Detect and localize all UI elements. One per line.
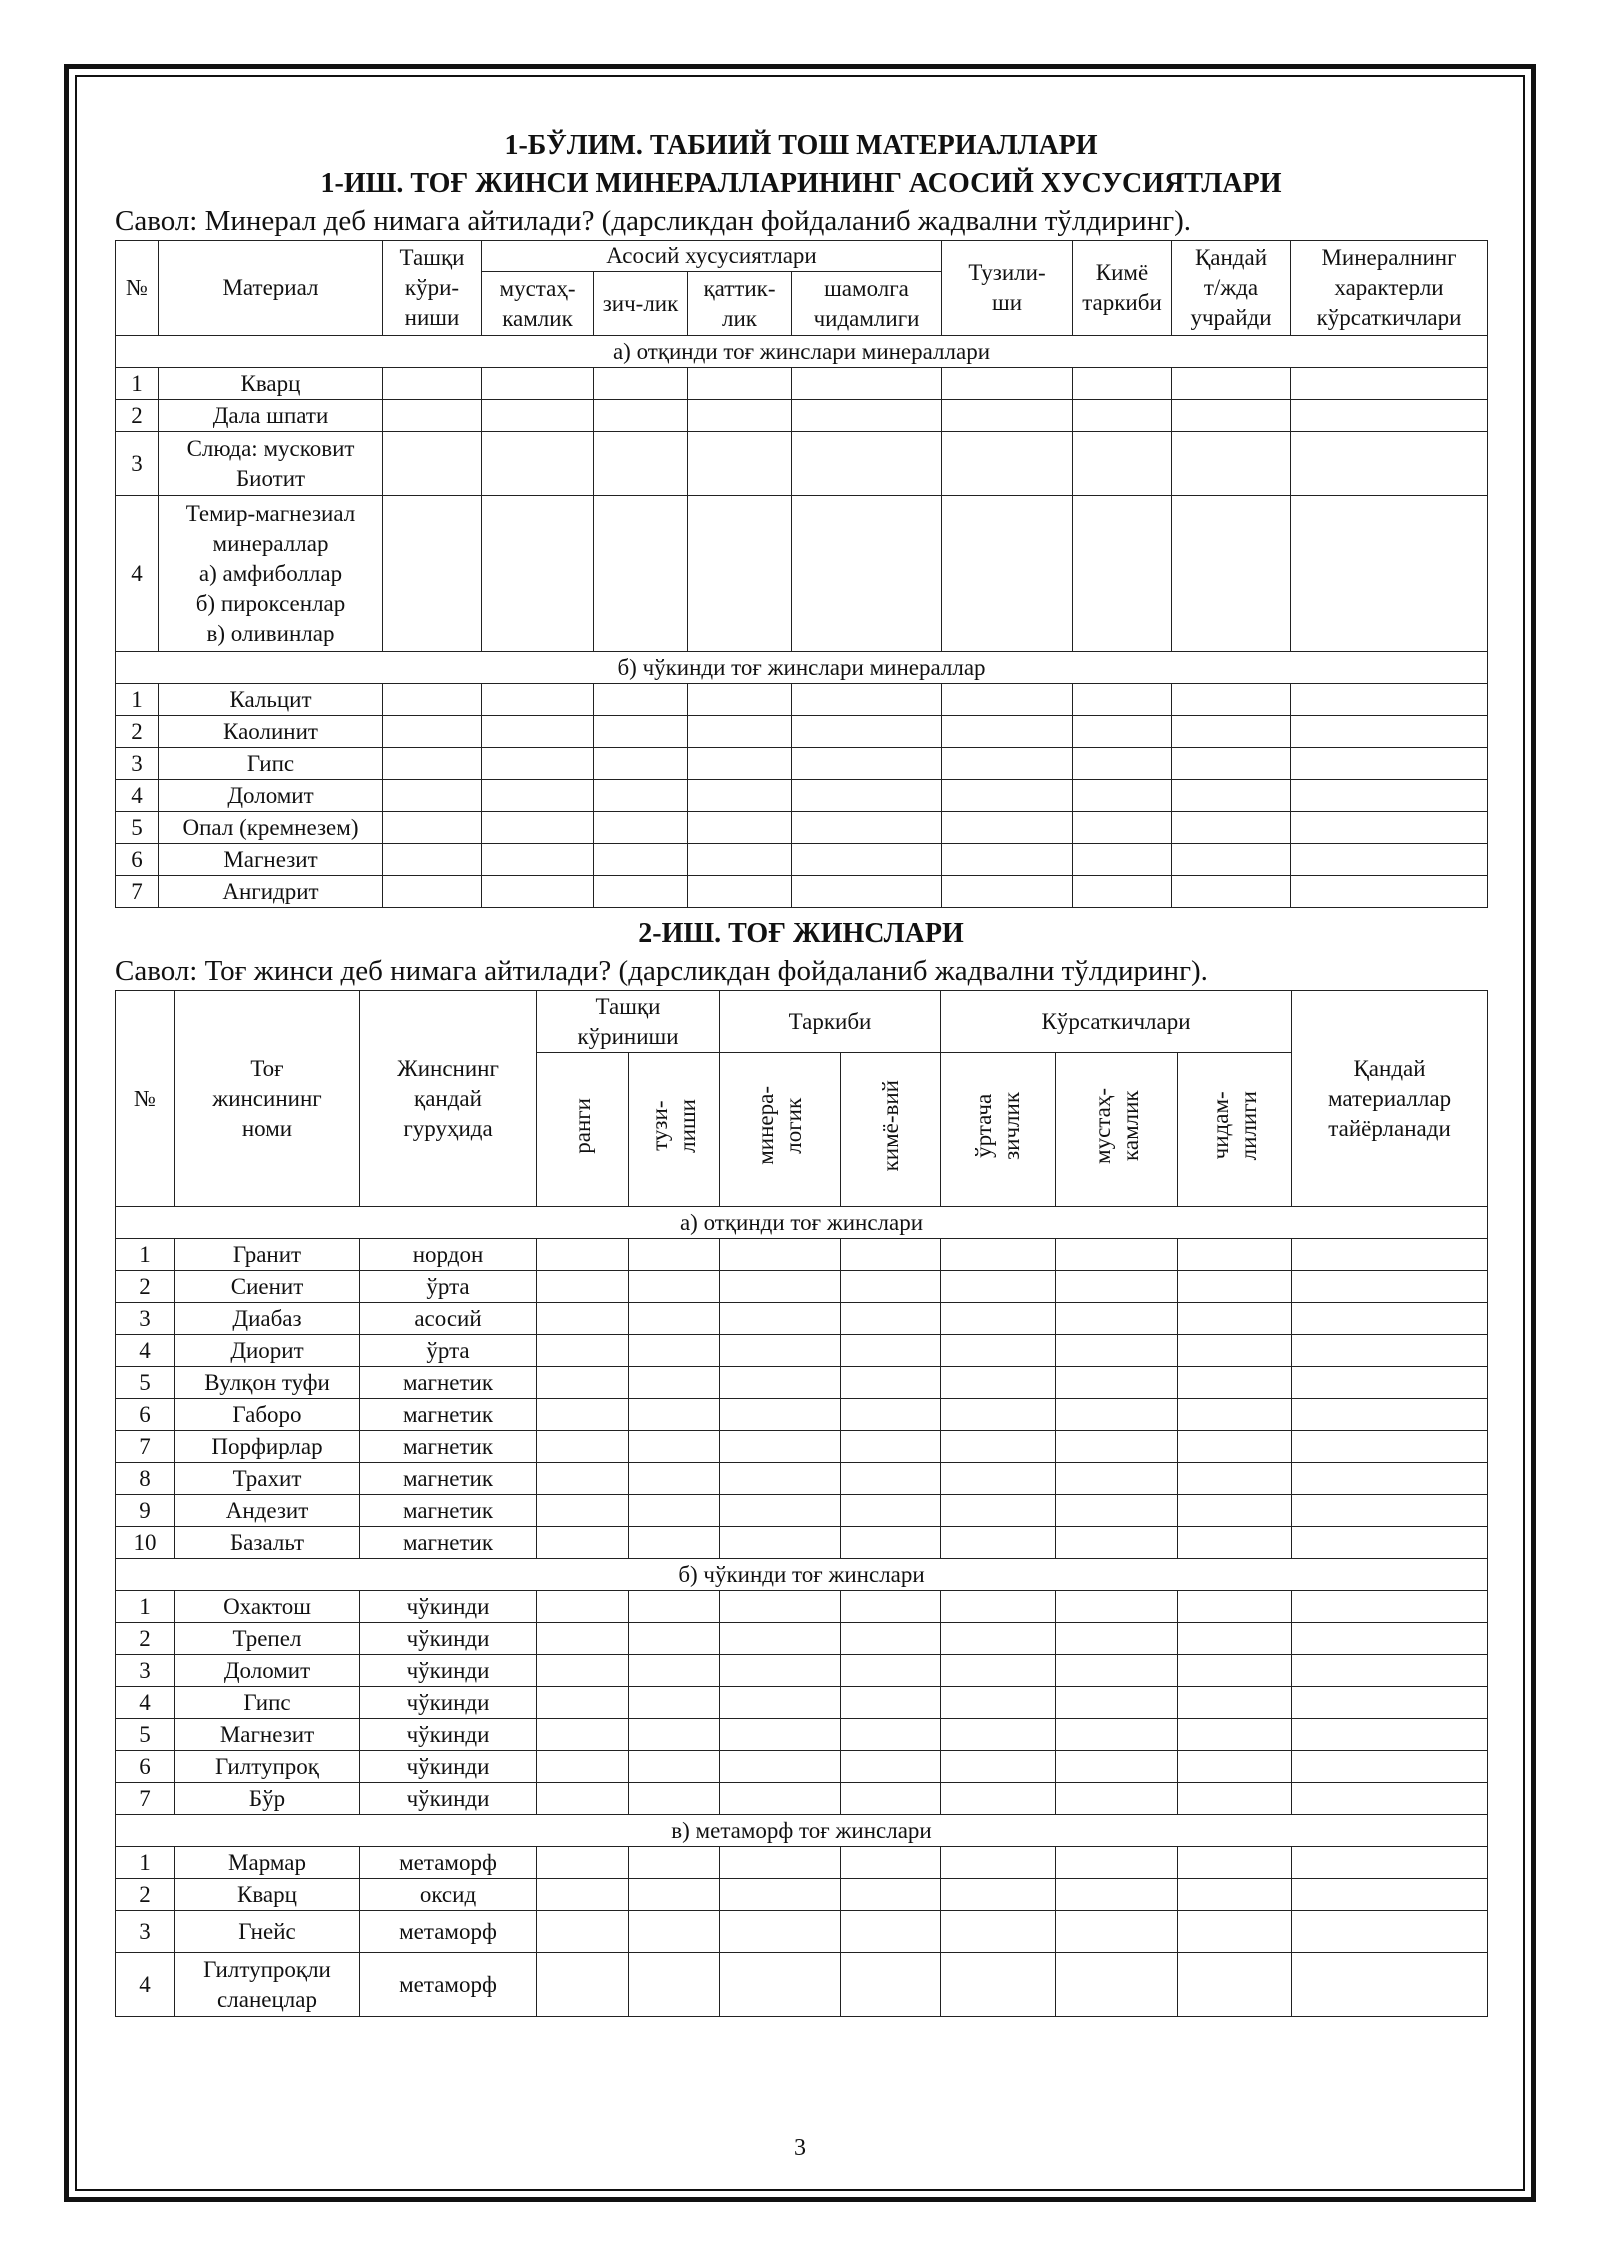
table-row: [116, 748, 1488, 780]
mineral-name: Темир-магнезиал минераллар а) амфиболлар б) пироксенлар в) оливинлар: [159, 496, 383, 652]
table-row: [116, 1335, 1488, 1367]
row-num: 1: [116, 1239, 175, 1271]
col-header-rock-name: Тоғ жинсининг номи: [175, 991, 360, 1207]
mineral-name: Кальцит: [159, 684, 383, 716]
mineral-name: Кварц: [159, 368, 383, 400]
col-header-appearance: Ташқи кўри- ниши: [383, 241, 482, 336]
row-num: 7: [116, 1783, 175, 1815]
col-header-durability: чидам- лилиги: [1207, 1090, 1261, 1161]
col-header-characteristics: Минералнинг характерли кўрсаткичлари: [1291, 241, 1488, 336]
row-num: 2: [116, 400, 159, 432]
question-1: Савол: Минерал деб нимага айтилади? (дарсликдан фойдаланиб жадвални тўлдиринг).: [115, 205, 1192, 237]
table-row: [116, 1239, 1488, 1271]
row-num: 7: [116, 876, 159, 908]
work2-title: 2-ИШ. ТОҒ ЖИНСЛАРИ: [638, 918, 964, 949]
rock-group: метаморф: [360, 1953, 537, 2017]
row-num: 2: [116, 716, 159, 748]
row-num: 3: [116, 432, 159, 496]
col-header-mineral: минера- логик: [753, 1086, 806, 1165]
table-row: [116, 1751, 1488, 1783]
row-num: 4: [116, 1687, 175, 1719]
row-num: 2: [116, 1271, 175, 1303]
row-num: 2: [116, 1623, 175, 1655]
rock-group: магнетик: [360, 1431, 537, 1463]
table-row: [116, 1879, 1488, 1911]
rock-group: асосий: [360, 1303, 537, 1335]
row-num: 1: [116, 1847, 175, 1879]
rock-name: Андезит: [175, 1495, 360, 1527]
table-row: [116, 812, 1488, 844]
rock-group: нордон: [360, 1239, 537, 1271]
col-header-chemistry: Кимё таркиби: [1073, 241, 1172, 336]
table-row: [116, 1431, 1488, 1463]
table-row: [116, 1687, 1488, 1719]
rock-group: ўрта: [360, 1271, 537, 1303]
table-row: [116, 1719, 1488, 1751]
col-header-structure: тузи- лиши: [647, 1098, 700, 1153]
minerals-table: [115, 240, 1488, 908]
mineral-name: Доломит: [159, 780, 383, 812]
rock-name: Порфирлар: [175, 1431, 360, 1463]
section-header: б) чўкинди тоғ жинслари: [116, 1559, 1488, 1591]
mineral-name: Опал (кремнезем): [159, 812, 383, 844]
row-num: 4: [116, 1953, 175, 2017]
col-header-group: Жинснинг қандай гуруҳида: [360, 991, 537, 1207]
mineral-name: Слюда: мусковит Биотит: [159, 432, 383, 496]
row-num: 4: [116, 780, 159, 812]
work1-title: 1-ИШ. ТОҒ ЖИНСИ МИНЕРАЛЛАРИНИНГ АСОСИЙ ХУСУСИЯТЛАРИ: [320, 168, 1282, 199]
rock-name: Вулқон туфи: [175, 1367, 360, 1399]
rock-name: Габоро: [175, 1399, 360, 1431]
row-num: 9: [116, 1495, 175, 1527]
rock-name: Кварц: [175, 1879, 360, 1911]
col-header-chemical: кимё-вий: [877, 1079, 903, 1172]
row-num: 6: [116, 1399, 175, 1431]
rock-name: Гнейс: [175, 1911, 360, 1953]
mineral-name: Ангидрит: [159, 876, 383, 908]
rock-name: Гранит: [175, 1239, 360, 1271]
col-header-hardness: қаттик- лик: [688, 272, 792, 336]
table-row: [116, 1495, 1488, 1527]
rock-group: метаморф: [360, 1911, 537, 1953]
table-row: [116, 1271, 1488, 1303]
col-header-materials: Қандай материаллар тайёрланади: [1292, 991, 1488, 1207]
rocks-table: [115, 990, 1488, 2017]
table-row: [116, 1911, 1488, 1953]
row-num: 2: [116, 1879, 175, 1911]
rock-group: ўрта: [360, 1335, 537, 1367]
rock-group: метаморф: [360, 1847, 537, 1879]
mineral-name: Гипс: [159, 748, 383, 780]
rock-group: магнетик: [360, 1399, 537, 1431]
table-row: [116, 684, 1488, 716]
mineral-name: Каолинит: [159, 716, 383, 748]
section-header: а) отқинди тоғ жинслари минераллари: [116, 336, 1488, 368]
rock-name: Трепел: [175, 1623, 360, 1655]
rock-name: Диорит: [175, 1335, 360, 1367]
table-row: [116, 1953, 1488, 2017]
row-num: 6: [116, 844, 159, 876]
table-row: [116, 876, 1488, 908]
rock-group: оксид: [360, 1879, 537, 1911]
table-row: [116, 1399, 1488, 1431]
col-header-appearance: Ташқи кўриниши: [537, 991, 720, 1053]
rock-group: чўкинди: [360, 1751, 537, 1783]
col-header-density: зич-лик: [594, 272, 688, 336]
page-number: 3: [794, 2135, 806, 2161]
rock-name: Магнезит: [175, 1719, 360, 1751]
rock-name: Базальт: [175, 1527, 360, 1559]
rock-name: Доломит: [175, 1655, 360, 1687]
col-header-avg-density: ўртача зичлик: [971, 1091, 1024, 1160]
table-row: [116, 1847, 1488, 1879]
rock-group: чўкинди: [360, 1623, 537, 1655]
table-row: [116, 716, 1488, 748]
rock-group: магнетик: [360, 1367, 537, 1399]
mineral-name: Дала шпати: [159, 400, 383, 432]
col-header-where: Қандай т/жда учрайди: [1172, 241, 1291, 336]
table-row: [116, 844, 1488, 876]
row-num: 3: [116, 1303, 175, 1335]
table-row: [116, 432, 1488, 496]
col-header-material: Материал: [159, 241, 383, 336]
table-row: [116, 1463, 1488, 1495]
rock-group: чўкинди: [360, 1783, 537, 1815]
rock-group: чўкинди: [360, 1719, 537, 1751]
rock-name: Мармар: [175, 1847, 360, 1879]
table-row: [116, 1783, 1488, 1815]
rock-name: Трахит: [175, 1463, 360, 1495]
table-row: [116, 496, 1488, 652]
row-num: 5: [116, 812, 159, 844]
col-header-indicators: Кўрсаткичлари: [941, 991, 1292, 1053]
row-num: 1: [116, 684, 159, 716]
section-header: в) метаморф тоғ жинслари: [116, 1815, 1488, 1847]
rock-name: Гилтупроқ: [175, 1751, 360, 1783]
rock-name: Диабаз: [175, 1303, 360, 1335]
rock-name: Гилтупроқли сланецлар: [175, 1953, 360, 2017]
col-header-num: №: [116, 991, 175, 1207]
rock-group: чўкинди: [360, 1687, 537, 1719]
table-row: [116, 780, 1488, 812]
col-header-color: ранги: [569, 1097, 595, 1154]
row-num: 5: [116, 1719, 175, 1751]
col-header-strength: мустаҳ- камлик: [482, 272, 594, 336]
rock-group: чўкинди: [360, 1591, 537, 1623]
row-num: 1: [116, 368, 159, 400]
mineral-name: Магнезит: [159, 844, 383, 876]
row-num: 5: [116, 1367, 175, 1399]
row-num: 1: [116, 1591, 175, 1623]
row-num: 3: [116, 748, 159, 780]
table-row: [116, 1367, 1488, 1399]
rock-name: Бўр: [175, 1783, 360, 1815]
table-row: [116, 1623, 1488, 1655]
row-num: 7: [116, 1431, 175, 1463]
col-header-composition: Таркиби: [720, 991, 941, 1053]
row-num: 3: [116, 1655, 175, 1687]
col-header-strength: мустаҳ- камлик: [1089, 1087, 1143, 1164]
row-num: 10: [116, 1527, 175, 1559]
table-row: [116, 1527, 1488, 1559]
col-header-properties: Асосий хусусиятлари: [482, 241, 942, 272]
table-row: [116, 400, 1488, 432]
col-header-num: №: [116, 241, 159, 336]
row-num: 4: [116, 496, 159, 652]
row-num: 3: [116, 1911, 175, 1953]
section-header: б) чўкинди тоғ жинслари минераллар: [116, 652, 1488, 684]
table-row: [116, 368, 1488, 400]
col-header-weathering: шамолга чидамлиги: [792, 272, 942, 336]
section-header: а) отқинди тоғ жинслари: [116, 1207, 1488, 1239]
rock-group: магнетик: [360, 1495, 537, 1527]
table-row: [116, 1303, 1488, 1335]
row-num: 4: [116, 1335, 175, 1367]
rock-name: Охактош: [175, 1591, 360, 1623]
row-num: 6: [116, 1751, 175, 1783]
row-num: 8: [116, 1463, 175, 1495]
rock-name: Гипс: [175, 1687, 360, 1719]
rock-group: магнетик: [360, 1463, 537, 1495]
table-row: [116, 1591, 1488, 1623]
table-row: [116, 1655, 1488, 1687]
section-title: 1-БЎЛИМ. ТАБИИЙ ТОШ МАТЕРИАЛЛАРИ: [504, 130, 1098, 161]
rock-name: Сиенит: [175, 1271, 360, 1303]
rock-group: магнетик: [360, 1527, 537, 1559]
col-header-structure: Тузили- ши: [942, 241, 1073, 336]
rock-group: чўкинди: [360, 1655, 537, 1687]
question-2: Савол: Тоғ жинси деб нимага айтилади? (дарсликдан фойдаланиб жадвални тўлдиринг).: [115, 955, 1208, 987]
